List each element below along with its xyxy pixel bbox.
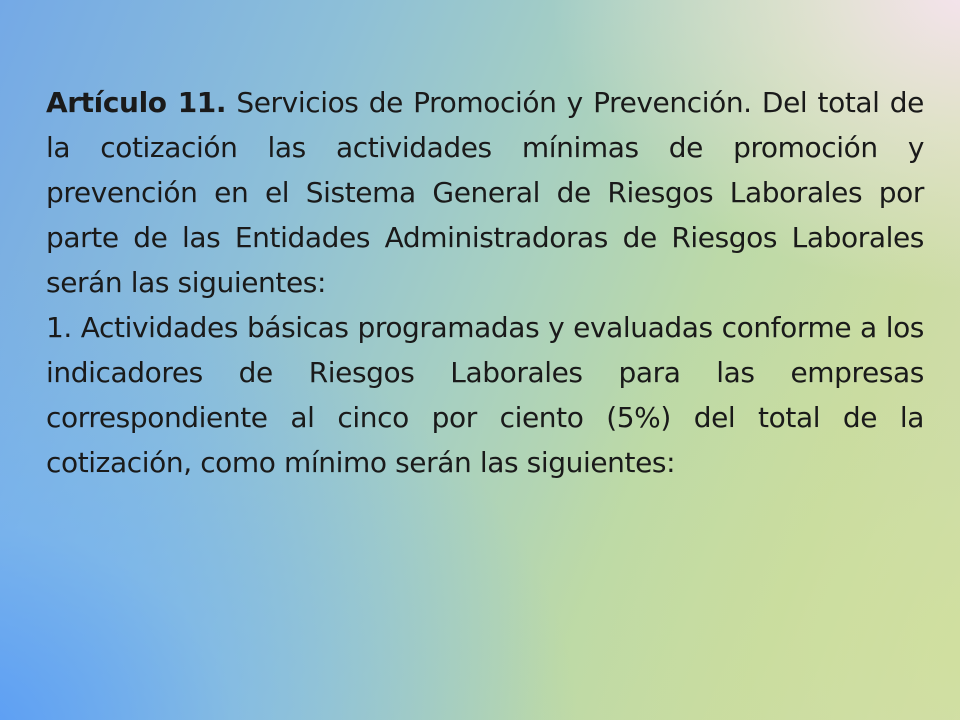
article-body: Servicios de Promoción y Prevención. Del total de la cotización las actividades mínimas de promoción y prevención en el Sistema General de Riesgos Laborales por parte de las Entidades Administradoras de Riesgos Laborales serán las siguientes:	[46, 86, 924, 299]
item-1-paragraph: 1. Actividades básicas programadas y evaluadas conforme a los indicadores de Riesgos Laborales para las empresas correspondiente al cinco por ciento (5%) del total de la cotización, como mínimo serán las siguientes:	[46, 311, 924, 479]
article-paragraph	[46, 80, 924, 305]
article-heading: Artículo 11.	[46, 86, 227, 119]
slide-text-box	[46, 80, 924, 485]
